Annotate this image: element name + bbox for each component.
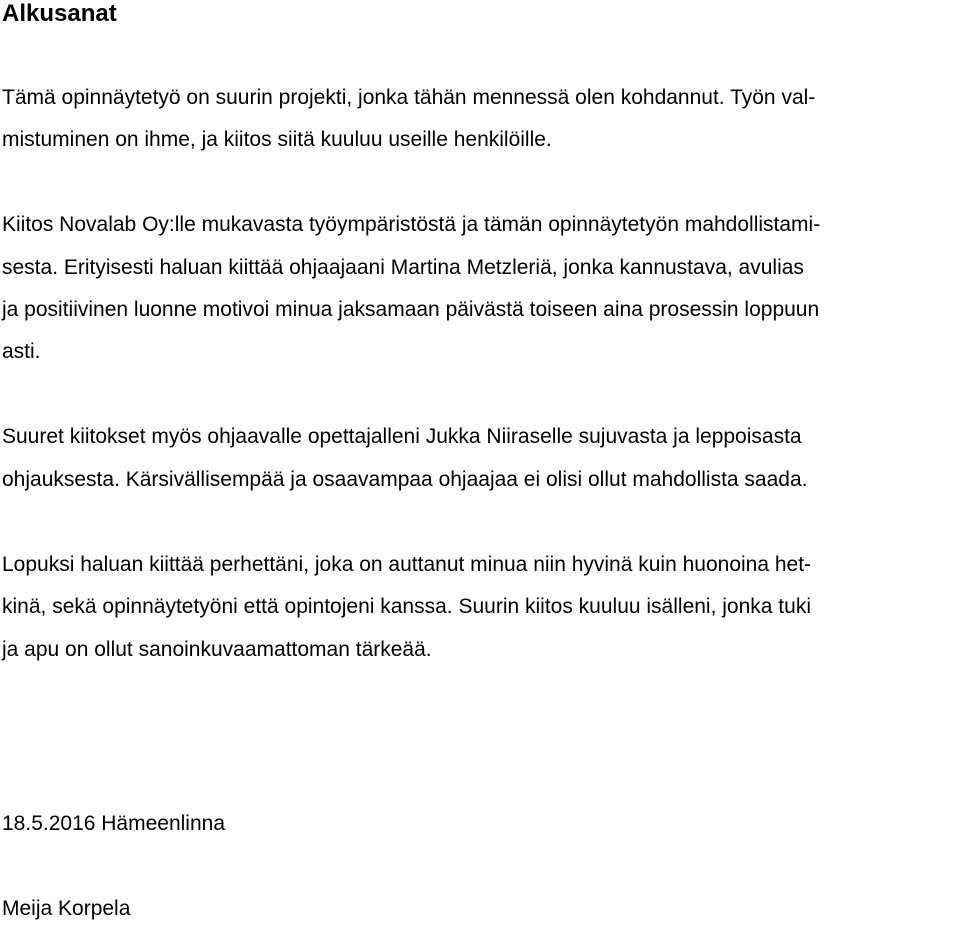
date-place: 18.5.2016 Hämeenlinna — [2, 812, 226, 835]
paragraph-4-line-2: kinä, sekä opinnäytetyöni että opintojeni kanssa. Suurin kiitos kuuluu isälleni, jonka tuki — [2, 595, 811, 618]
paragraph-3-line-2: ohjauksesta. Kärsivällisempää ja osaavampaa ohjaajaa ei olisi ollut mahdollista saada. — [2, 468, 808, 491]
paragraph-1-line-2: mistuminen on ihme, ja kiitos siitä kuuluu useille henkilöille. — [2, 128, 552, 151]
paragraph-4-line-1: Lopuksi haluan kiittää perhettäni, joka on auttanut minua niin hyvinä kuin huonoina het- — [2, 553, 812, 576]
paragraph-2-line-4: asti. — [2, 340, 41, 363]
paragraph-2-line-3: ja positiivinen luonne motivoi minua jaksamaan päivästä toiseen aina prosessin loppuun — [2, 298, 820, 321]
paragraph-4-line-3: ja apu on ollut sanoinkuvaamattoman tärkeää. — [2, 638, 432, 661]
page-title: Alkusanat — [2, 0, 117, 27]
author-name: Meija Korpela — [2, 897, 131, 920]
paragraph-2-line-1: Kiitos Novalab Oy:lle mukavasta työympäristöstä ja tämän opinnäytetyön mahdollistami- — [2, 213, 821, 236]
paragraph-2-line-2: sesta. Erityisesti haluan kiittää ohjaajaani Martina Metzleriä, jonka kannustava, avulias — [2, 256, 804, 279]
paragraph-3-line-1: Suuret kiitokset myös ohjaavalle opettajalleni Jukka Niiraselle sujuvasta ja leppoisasta — [2, 425, 802, 448]
paragraph-1-line-1: Tämä opinnäytetyö on suurin projekti, jonka tähän mennessä olen kohdannut. Työn val- — [2, 86, 816, 109]
